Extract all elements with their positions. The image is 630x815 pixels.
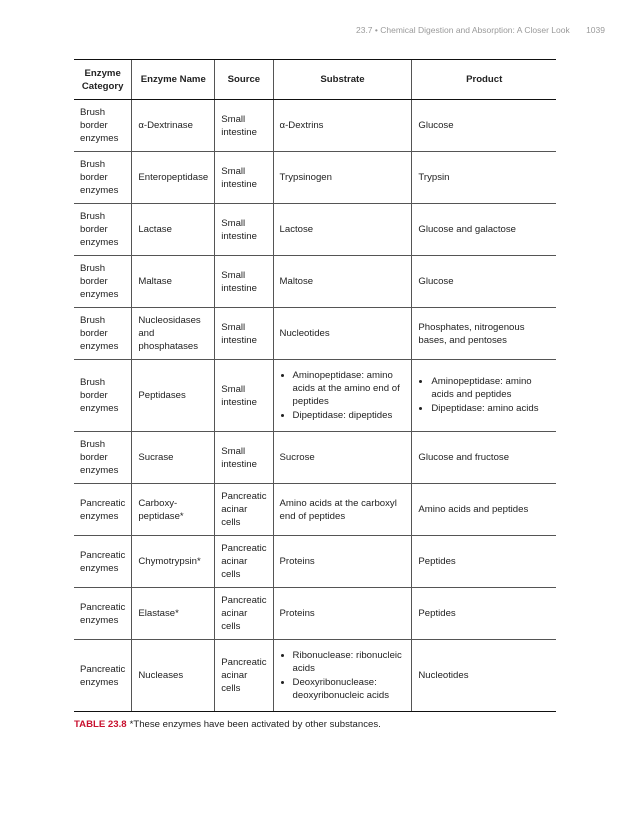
- product-cell-list: [418, 375, 550, 415]
- enzyme-name-cell: α-Dextrinase: [132, 100, 215, 152]
- substrate-cell: Lactose: [273, 204, 412, 256]
- caption-text: *These enzymes have been activated by other substances.: [129, 719, 381, 730]
- enzyme-category-cell: Pancreatic enzymes: [74, 484, 132, 536]
- table-row: [74, 256, 556, 308]
- product-cell: Phosphates, nitrogenous bases, and pentoses: [412, 308, 556, 360]
- product-cell: Glucose and fructose: [412, 432, 556, 484]
- source-cell: Small intestine: [215, 152, 273, 204]
- source-cell: Pancreatic acinar cells: [215, 588, 273, 640]
- list-item: • Ribonuclease: ribonucleic acids: [293, 649, 406, 675]
- substrate-cell: Amino acids at the carboxyl end of peptides: [273, 484, 412, 536]
- product-cell: Peptides: [412, 588, 556, 640]
- enzyme-category-cell: Brush border enzymes: [74, 308, 132, 360]
- table-row: [74, 308, 556, 360]
- enzyme-category-cell: Brush border enzymes: [74, 152, 132, 204]
- running-header: [356, 25, 605, 35]
- enzyme-table: [74, 59, 556, 712]
- substrate-cell: Proteins: [273, 536, 412, 588]
- product-cell: Nucleotides: [412, 640, 556, 712]
- source-cell: Small intestine: [215, 204, 273, 256]
- enzyme-name-cell: Elastase*: [132, 588, 215, 640]
- table-row: [74, 100, 556, 152]
- column-header: Source: [215, 60, 273, 100]
- product-cell: Peptides: [412, 536, 556, 588]
- substrate-cell: Trypsinogen: [273, 152, 412, 204]
- substrate-cell: Proteins: [273, 588, 412, 640]
- product-cell: Glucose: [412, 256, 556, 308]
- table-row: [74, 432, 556, 484]
- table-row: [74, 204, 556, 256]
- enzyme-category-cell: Brush border enzymes: [74, 256, 132, 308]
- enzyme-name-cell: Nucleosidases and phosphatases: [132, 308, 215, 360]
- enzyme-category-cell: Pancreatic enzymes: [74, 640, 132, 712]
- enzyme-name-cell: Sucrase: [132, 432, 215, 484]
- product-cell: [412, 360, 556, 432]
- enzyme-name-cell: Nucleases: [132, 640, 215, 712]
- column-header: Enzyme Name: [132, 60, 215, 100]
- column-header: Substrate: [273, 60, 412, 100]
- source-cell: Small intestine: [215, 308, 273, 360]
- substrate-cell: [273, 640, 412, 712]
- column-header: Enzyme Category: [74, 60, 132, 100]
- substrate-cell: Maltose: [273, 256, 412, 308]
- page-number: 1039: [586, 25, 605, 35]
- column-header: Product: [412, 60, 556, 100]
- table-body: [74, 100, 556, 712]
- enzyme-name-cell: Lactase: [132, 204, 215, 256]
- table-label: TABLE 23.8: [74, 719, 127, 730]
- substrate-cell: [273, 360, 412, 432]
- source-cell: Small intestine: [215, 432, 273, 484]
- source-cell: Small intestine: [215, 360, 273, 432]
- enzyme-name-cell: Maltase: [132, 256, 215, 308]
- enzyme-category-cell: Brush border enzymes: [74, 360, 132, 432]
- enzyme-category-cell: Pancreatic enzymes: [74, 588, 132, 640]
- list-item: • Aminopeptidase: amino acids at the amino end of peptides: [293, 369, 406, 408]
- product-cell: Amino acids and peptides: [412, 484, 556, 536]
- list-item: • Aminopeptidase: amino acids and peptides: [431, 375, 550, 401]
- substrate-cell: α-Dextrins: [273, 100, 412, 152]
- table-caption: [74, 719, 381, 730]
- source-cell: Pancreatic acinar cells: [215, 640, 273, 712]
- substrate-cell: Nucleotides: [273, 308, 412, 360]
- table-row: [74, 152, 556, 204]
- table-row: [74, 640, 556, 712]
- enzyme-category-cell: Brush border enzymes: [74, 204, 132, 256]
- running-title: 23.7 • Chemical Digestion and Absorption: A Closer Look: [355, 25, 570, 35]
- table-row: [74, 360, 556, 432]
- source-cell: Small intestine: [215, 256, 273, 308]
- enzyme-name-cell: Peptidases: [132, 360, 215, 432]
- source-cell: Pancreatic acinar cells: [215, 484, 273, 536]
- source-cell: Pancreatic acinar cells: [215, 536, 273, 588]
- substrate-cell-list: [280, 369, 406, 422]
- product-cell: Glucose and galactose: [412, 204, 556, 256]
- product-cell: Trypsin: [412, 152, 556, 204]
- source-cell: Small intestine: [215, 100, 273, 152]
- enzyme-category-cell: Brush border enzymes: [74, 432, 132, 484]
- table-row: [74, 484, 556, 536]
- substrate-cell-list: [280, 649, 406, 702]
- enzyme-name-cell: Enteropeptidase: [132, 152, 215, 204]
- enzyme-name-cell: Carboxy-peptidase*: [132, 484, 215, 536]
- product-cell: Glucose: [412, 100, 556, 152]
- enzyme-category-cell: Brush border enzymes: [74, 100, 132, 152]
- list-item: • Dipeptidase: dipeptides: [293, 409, 406, 422]
- enzyme-category-cell: Pancreatic enzymes: [74, 536, 132, 588]
- table-header-row: [74, 60, 556, 100]
- list-item: • Dipeptidase: amino acids: [431, 402, 550, 415]
- enzyme-name-cell: Chymotrypsin*: [132, 536, 215, 588]
- list-item: • Deoxyribonuclease: deoxyribonucleic acids: [293, 676, 406, 702]
- substrate-cell: Sucrose: [273, 432, 412, 484]
- table-row: [74, 536, 556, 588]
- table-row: [74, 588, 556, 640]
